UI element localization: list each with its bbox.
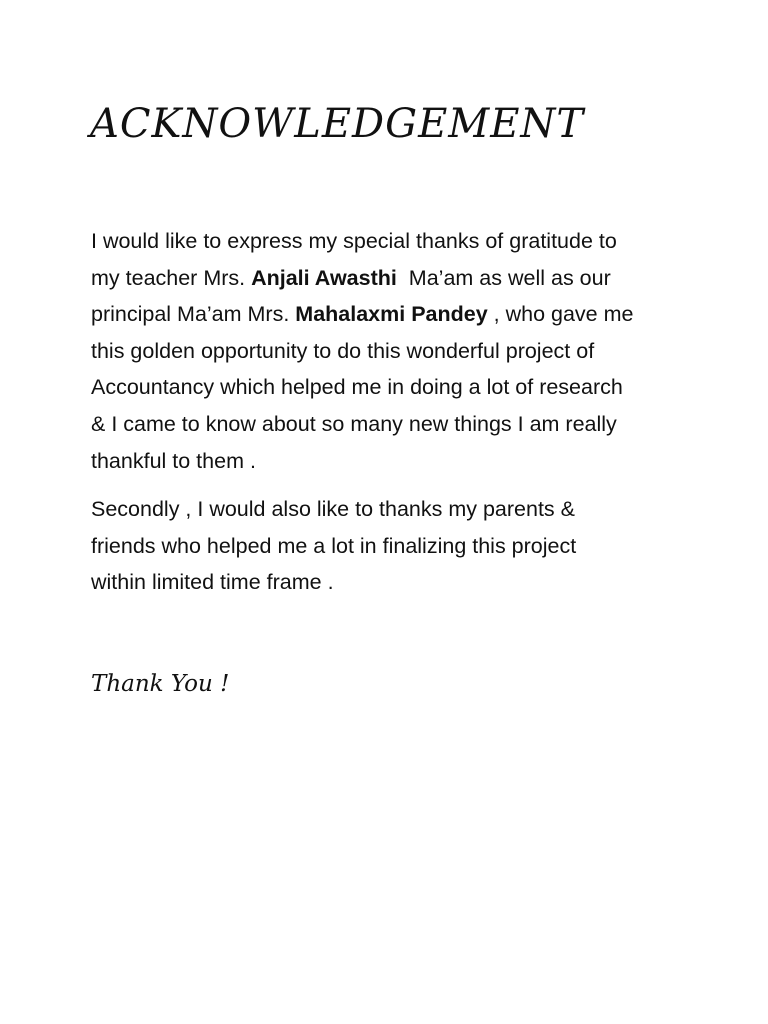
text-line <box>91 296 691 333</box>
text-fragment: Ma’am as well as our <box>396 265 611 290</box>
teacher-name: Anjali Awasthi <box>251 265 397 290</box>
text-line: & I came to know about so many new things I am really <box>91 411 617 436</box>
text-line: Accountancy which helped me in doing a lot of research <box>91 375 623 400</box>
text-line: friends who helped me a lot in finalizing this project <box>91 533 577 558</box>
paragraph-parents-friends <box>91 491 691 601</box>
principal-name: Mahalaxmi Pandey <box>295 302 488 327</box>
page-title: ACKNOWLEDGEMENT <box>90 101 585 147</box>
text-line: within limited time frame . <box>91 570 334 595</box>
text-line: Secondly , I would also like to thanks my parents & <box>91 497 575 522</box>
document-body <box>91 223 691 613</box>
text-fragment: principal Ma’am Mrs. <box>91 302 296 327</box>
text-line <box>91 260 691 297</box>
text-fragment: my teacher Mrs. <box>91 265 252 290</box>
text-line: this golden opportunity to do this wonderful project of <box>91 338 595 363</box>
text-line: thankful to them . <box>91 448 256 473</box>
text-line: I would like to express my special thanks of gratitude to <box>91 229 617 253</box>
paragraph-gratitude <box>91 223 691 479</box>
closing-thank-you: Thank You ! <box>91 671 230 697</box>
text-fragment: , who gave me <box>487 302 634 327</box>
